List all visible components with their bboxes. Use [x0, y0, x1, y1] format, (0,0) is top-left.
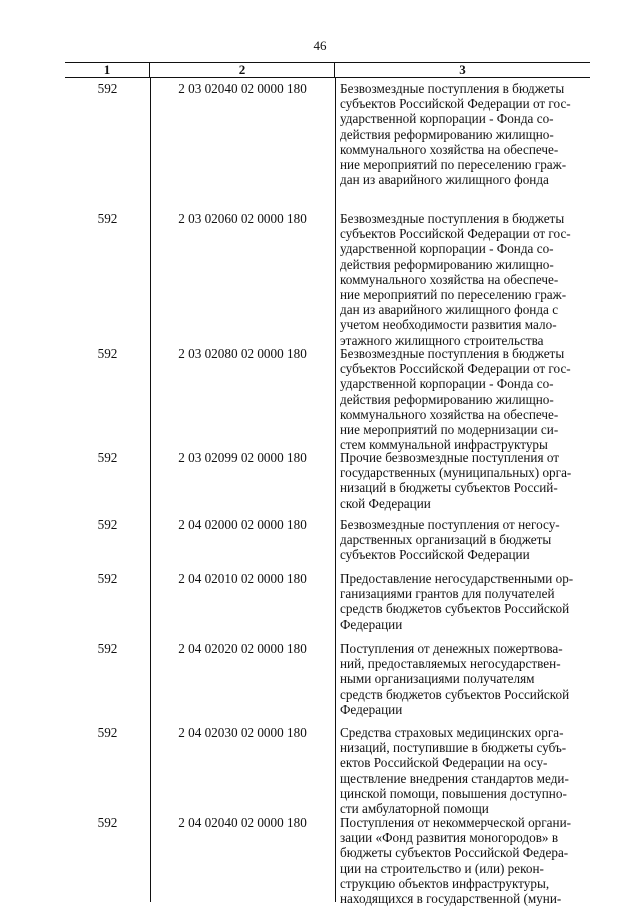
- admin-code-cell: 592: [97, 641, 118, 656]
- description-line: дан из аварийного жилищного фонда: [340, 172, 549, 188]
- table-row: [65, 447, 590, 514]
- description-cell: [335, 343, 590, 453]
- description-line: государственных (муниципальных) орга-: [340, 465, 572, 481]
- revenue-code-cell: 2 03 02099 02 0000 180: [178, 450, 307, 465]
- description-line: Средства страховых медицинских орга-: [340, 725, 564, 740]
- description-line: учетом необходимости развития мало-: [340, 317, 557, 333]
- description-line: ударственной корпорации - Фонда со-: [340, 111, 554, 127]
- description-line: средств бюджетов субъектов Российской: [340, 601, 570, 617]
- description-line: ударственной корпорации - Фонда со-: [340, 241, 554, 257]
- description-line: низаций в бюджеты субъектов Россий-: [340, 480, 558, 496]
- description-line: Безвозмездные поступления в бюджеты: [340, 346, 565, 361]
- description-line: коммунального хозяйства на обеспече-: [340, 141, 559, 157]
- description-line: ектов Российской Федерации на осу-: [340, 755, 548, 771]
- page-number: 46: [313, 38, 327, 53]
- description-cell: [335, 447, 590, 514]
- column-header-3: 3: [459, 62, 466, 77]
- admin-code-cell: 592: [97, 211, 118, 226]
- revenue-code-cell: 2 04 02010 02 0000 180: [178, 571, 307, 586]
- admin-code-cell: 592: [97, 517, 118, 532]
- description-line: Прочие безвозмездные поступления от: [340, 450, 559, 465]
- description-line: низаций, поступившие в бюджеты субъ-: [340, 740, 567, 756]
- admin-code-cell: 592: [97, 450, 118, 465]
- table-body: [65, 78, 590, 906]
- admin-code-cell: 592: [97, 346, 118, 361]
- description-line: Поступления от некоммерческой органи-: [340, 815, 572, 830]
- table-header-row: [65, 63, 590, 78]
- description-line: находящихся в государственной (муни-: [340, 891, 562, 906]
- description-line: дарственных организаций в бюджеты: [340, 532, 552, 548]
- description-line: ции на строительство и (или) рекон-: [340, 860, 544, 876]
- description-cell: [335, 514, 590, 568]
- description-line: бюджеты субъектов Российской Федера-: [340, 845, 569, 861]
- revenue-code-cell: 2 04 02030 02 0000 180: [178, 725, 307, 740]
- table-row: [65, 722, 590, 817]
- column-header-2: 2: [150, 63, 335, 77]
- description-line: субъектов Российской Федерации от гос-: [340, 361, 571, 377]
- description-line: ской Федерации: [340, 495, 431, 511]
- description-line: ударственной корпорации - Фонда со-: [340, 376, 554, 392]
- description-cell: [335, 812, 590, 906]
- revenue-code-cell: 2 04 02000 02 0000 180: [178, 517, 307, 532]
- revenue-codes-table: [65, 62, 590, 906]
- admin-code-cell: 592: [97, 815, 118, 830]
- revenue-code-cell: 2 03 02040 02 0000 180: [178, 81, 307, 96]
- description-line: Поступления от денежных пожертвова-: [340, 641, 563, 656]
- table-row: [65, 638, 590, 722]
- revenue-code-cell: 2 03 02060 02 0000 180: [178, 211, 307, 226]
- description-line: Федерации: [340, 616, 403, 632]
- revenue-code-cell: 2 03 02080 02 0000 180: [178, 346, 307, 361]
- description-line: ществление внедрения стандартов меди-: [340, 770, 569, 786]
- revenue-code-cell: 2 04 02020 02 0000 180: [178, 641, 307, 656]
- table-row: [65, 343, 590, 453]
- description-line: коммунального хозяйства на обеспече-: [340, 271, 559, 287]
- description-line: действия реформированию жилищно-: [340, 256, 554, 272]
- description-line: дан из аварийного жилищного фонда с: [340, 302, 559, 318]
- description-line: средств бюджетов субъектов Российской: [340, 686, 570, 702]
- description-line: субъектов Российской Федерации: [340, 547, 530, 563]
- admin-code-cell: 592: [97, 571, 118, 586]
- description-line: субъектов Российской Федерации от гос-: [340, 226, 571, 242]
- description-line: этажного жилищного строительства: [340, 332, 544, 348]
- admin-code-cell: 592: [97, 725, 118, 740]
- description-line: Безвозмездные поступления от негосу-: [340, 517, 560, 532]
- description-line: ными организациями получателям: [340, 671, 535, 687]
- table-row: [65, 78, 590, 208]
- description-line: действия реформированию жилищно-: [340, 126, 554, 142]
- description-cell: [335, 638, 590, 722]
- table-row: [65, 568, 590, 638]
- description-line: цинской помощи, повышения доступно-: [340, 785, 567, 801]
- description-line: ние мероприятий по переселению граж-: [340, 157, 567, 173]
- description-line: Безвозмездные поступления в бюджеты: [340, 81, 565, 96]
- admin-code-cell: 592: [97, 81, 118, 96]
- description-line: сти амбулаторной помощи: [340, 801, 489, 817]
- description-line: струкцию объектов инфраструктуры,: [340, 875, 550, 891]
- description-line: субъектов Российской Федерации от гос-: [340, 96, 571, 112]
- description-line: Федерации: [340, 701, 403, 717]
- description-line: Безвозмездные поступления в бюджеты: [340, 211, 565, 226]
- description-cell: [335, 208, 590, 348]
- description-line: ние мероприятий по модернизации си-: [340, 422, 559, 438]
- table-row: [65, 812, 590, 906]
- description-line: зации «Фонд развития моногородов» в: [340, 830, 559, 846]
- description-line: Предоставление негосударственными ор-: [340, 571, 574, 586]
- table-row: [65, 208, 590, 348]
- description-line: стем коммунальной инфраструктуры: [340, 437, 548, 453]
- description-line: коммунального хозяйства на обеспече-: [340, 406, 559, 422]
- description-cell: [335, 722, 590, 817]
- description-line: действия реформированию жилищно-: [340, 391, 554, 407]
- description-line: ние мероприятий по переселению граж-: [340, 287, 567, 303]
- revenue-code-cell: 2 04 02040 02 0000 180: [178, 815, 307, 830]
- table-row: [65, 514, 590, 568]
- description-line: ний, предоставляемых негосударствен-: [340, 656, 561, 672]
- description-line: ганизациями грантов для получателей: [340, 586, 555, 602]
- description-cell: [335, 568, 590, 638]
- description-cell: [335, 78, 590, 208]
- column-header-1: 1: [65, 63, 150, 77]
